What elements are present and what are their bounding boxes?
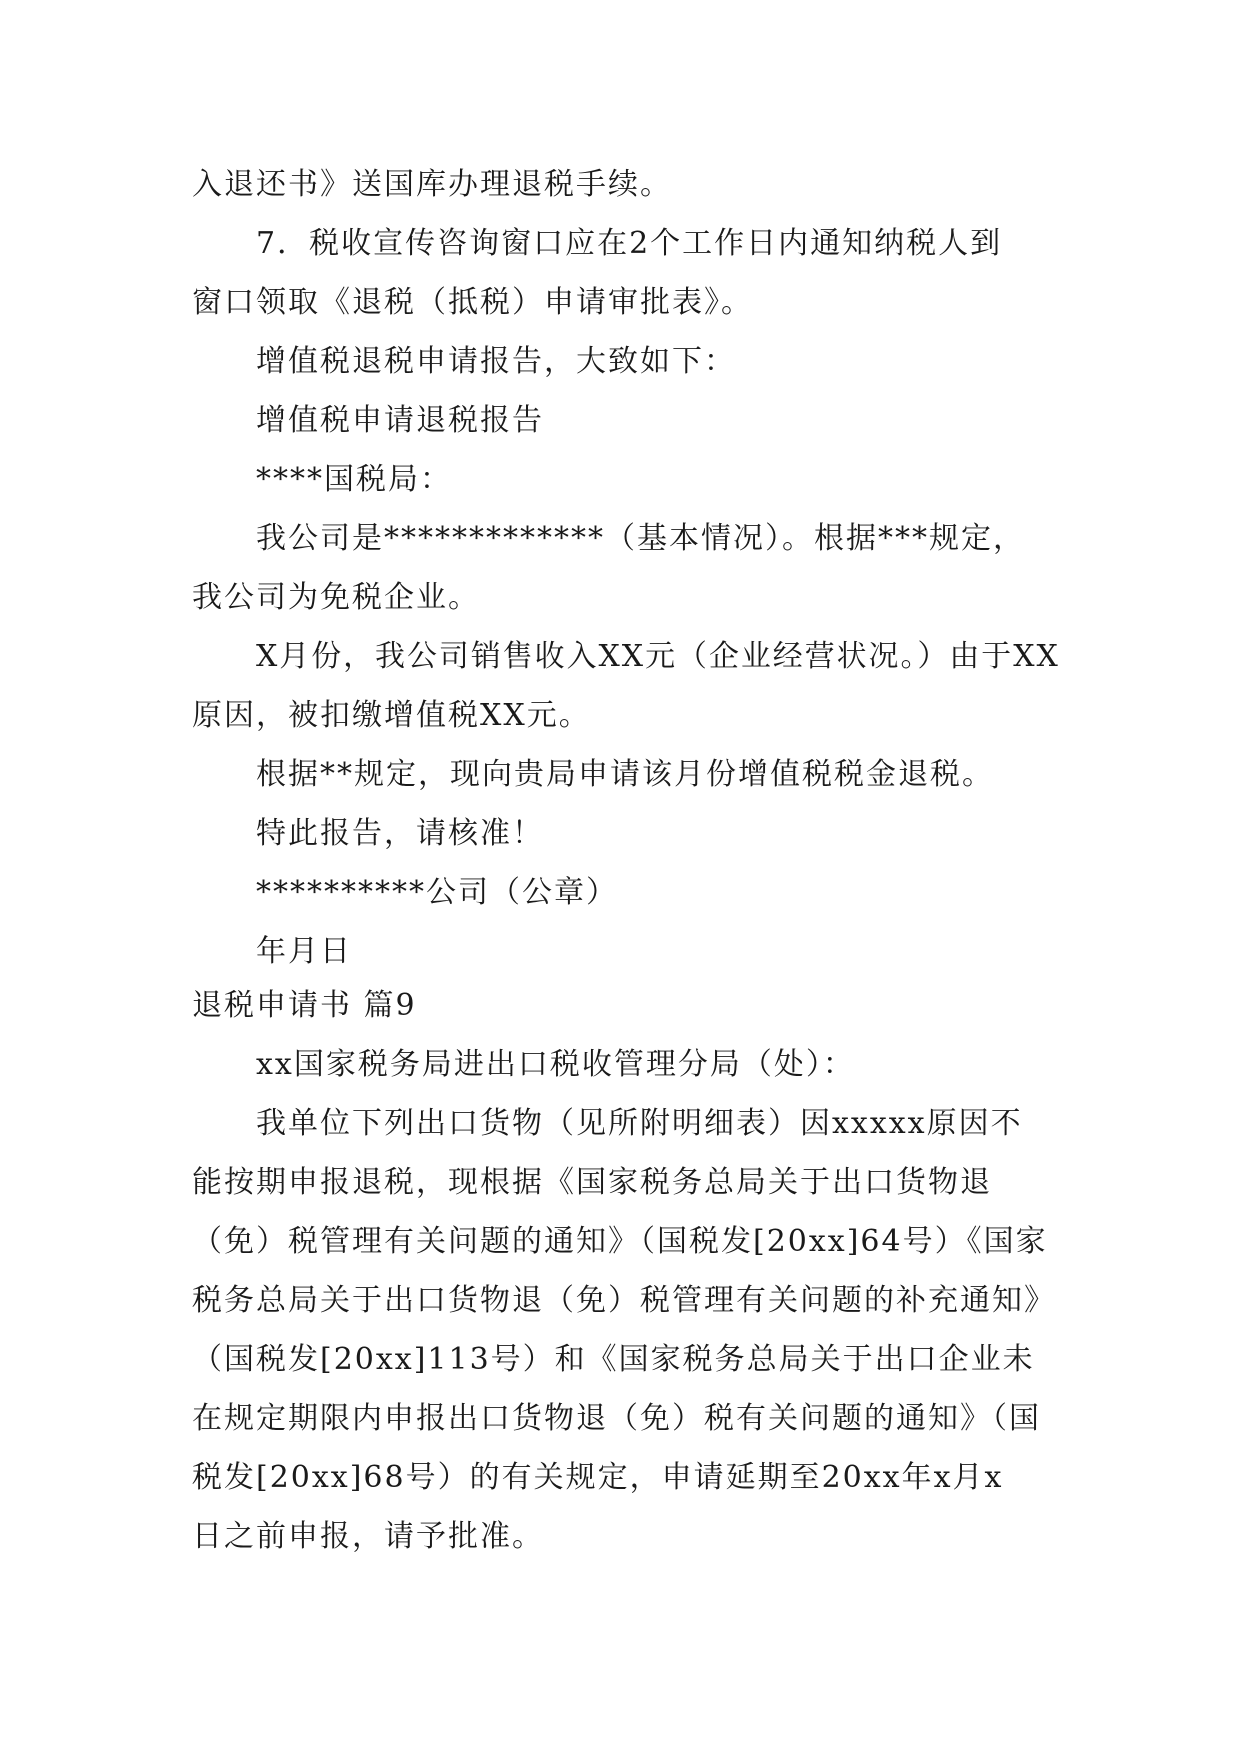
section-heading: 退税申请书 篇9 bbox=[192, 988, 417, 1023]
paragraph-line: 我公司是*************（基本情况）。根据***规定， bbox=[256, 521, 1025, 556]
addressee-line: ****国税局： bbox=[256, 462, 452, 497]
paragraph-line: 日之前申报，请予批准。 bbox=[192, 1519, 544, 1554]
paragraph-line: 能按期申报退税，现根据《国家税务总局关于出口货物退 bbox=[192, 1165, 992, 1200]
signature-line: **********公司（公章） bbox=[256, 875, 618, 910]
paragraph-line: X月份，我公司销售收入XX元（企业经营状况。）由于XX bbox=[256, 639, 1060, 674]
paragraph-line: （免）税管理有关问题的通知》（国税发[20xx]64号）《国家 bbox=[192, 1224, 1048, 1259]
paragraph-line: 增值税退税申请报告，大致如下： bbox=[256, 344, 736, 379]
addressee-line: xx国家税务局进出口税收管理分局（处）： bbox=[256, 1047, 855, 1082]
paragraph-line: 根据**规定，现向贵局申请该月份增值税税金退税。 bbox=[256, 757, 994, 792]
report-title: 增值税申请退税报告 bbox=[256, 403, 544, 438]
paragraph-line: 7．税收宣传咨询窗口应在2个工作日内通知纳税人到 bbox=[256, 226, 1003, 261]
paragraph-line: 我单位下列出口货物（见所附明细表）因xxxxx原因不 bbox=[256, 1106, 1023, 1141]
paragraph-line: 窗口领取《退税（抵税）申请审批表》。 bbox=[192, 285, 753, 320]
paragraph-line: 入退还书》送国库办理退税手续。 bbox=[192, 167, 672, 202]
closing-line: 特此报告，请核准！ bbox=[256, 816, 544, 851]
paragraph-line: 税发[20xx]68号）的有关规定，申请延期至20xx年x月x bbox=[192, 1460, 1004, 1495]
date-line: 年月日 bbox=[256, 934, 352, 969]
paragraph-line: 税务总局关于出口货物退（免）税管理有关问题的补充通知》 bbox=[192, 1283, 1056, 1318]
paragraph-line: 原因，被扣缴增值税XX元。 bbox=[192, 698, 591, 733]
paragraph-line: 我公司为免税企业。 bbox=[192, 580, 480, 615]
paragraph-line: （国税发[20xx]113号）和《国家税务总局关于出口企业未 bbox=[192, 1342, 1035, 1377]
paragraph-line: 在规定期限内申报出口货物退（免）税有关问题的通知》（国 bbox=[192, 1401, 1041, 1436]
